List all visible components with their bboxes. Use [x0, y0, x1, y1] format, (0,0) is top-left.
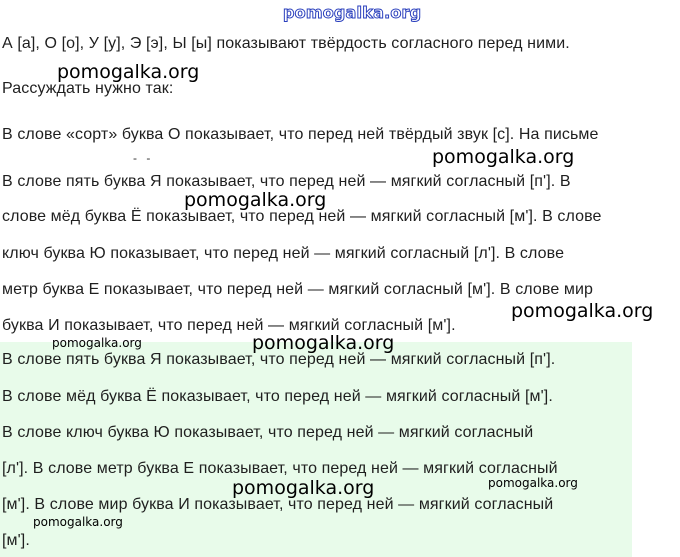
reason-label: Рассуждать нужно так:: [2, 80, 174, 97]
watermark: pomogalka.org: [57, 61, 200, 83]
watermark: pomogalka.org: [232, 477, 375, 499]
task-line: метр буква Е показывает, что перед ней — мягкий согласный [м']. В слове мир: [2, 281, 594, 298]
intro-text: А [а], О [о], У [у], Э [э], Ы [ы] показывают твёрдость согласного перед ними.: [2, 35, 570, 52]
dashes-mark: - -: [133, 151, 154, 165]
task-line: буква И показывает, что перед ней — мягкий согласный [м'].: [2, 317, 456, 334]
answer-line: В слове пять буква Я показывает, что перед ней — мягкий согласный [п'].: [2, 351, 556, 368]
watermark: pomogalka.org: [33, 515, 123, 529]
answer-line: [м'].: [2, 532, 30, 549]
watermark: pomogalka.org: [52, 336, 142, 350]
task-line: слове мёд буква Ё показывает, что перед ней — мягкий согласный [м']. В слове: [2, 208, 602, 225]
answer-line: В слове мёд буква Ё показывает, что перед ней — мягкий согласный [м'].: [2, 388, 553, 405]
watermark: pomogalka.org: [511, 300, 654, 322]
answer-line: В слове ключ буква Ю показывает, что перед ней — мягкий согласный: [2, 424, 534, 441]
watermark: pomogalka.org: [184, 189, 327, 211]
watermark: pomogalka.org: [252, 332, 395, 354]
site-logo[interactable]: pomogalka.org: [283, 3, 422, 22]
task-line: В слове пять буква Я показывает, что перед ней — мягкий согласный [п']. В: [2, 173, 571, 190]
example-line: В слове «сорт» буква О показывает, что перед ней твёрдый звук [с]. На письме: [2, 126, 599, 143]
watermark: pomogalka.org: [488, 476, 578, 490]
answer-line: [л']. В слове метр буква Е показывает, что перед ней — мягкий согласный: [2, 460, 558, 477]
watermark: pomogalka.org: [432, 146, 575, 168]
answer-line: [м']. В слове мир буква И показывает, что перед ней — мягкий согласный: [2, 496, 554, 513]
task-line: ключ буква Ю показывает, что перед ней — мягкий согласный [л']. В слове: [2, 245, 565, 262]
